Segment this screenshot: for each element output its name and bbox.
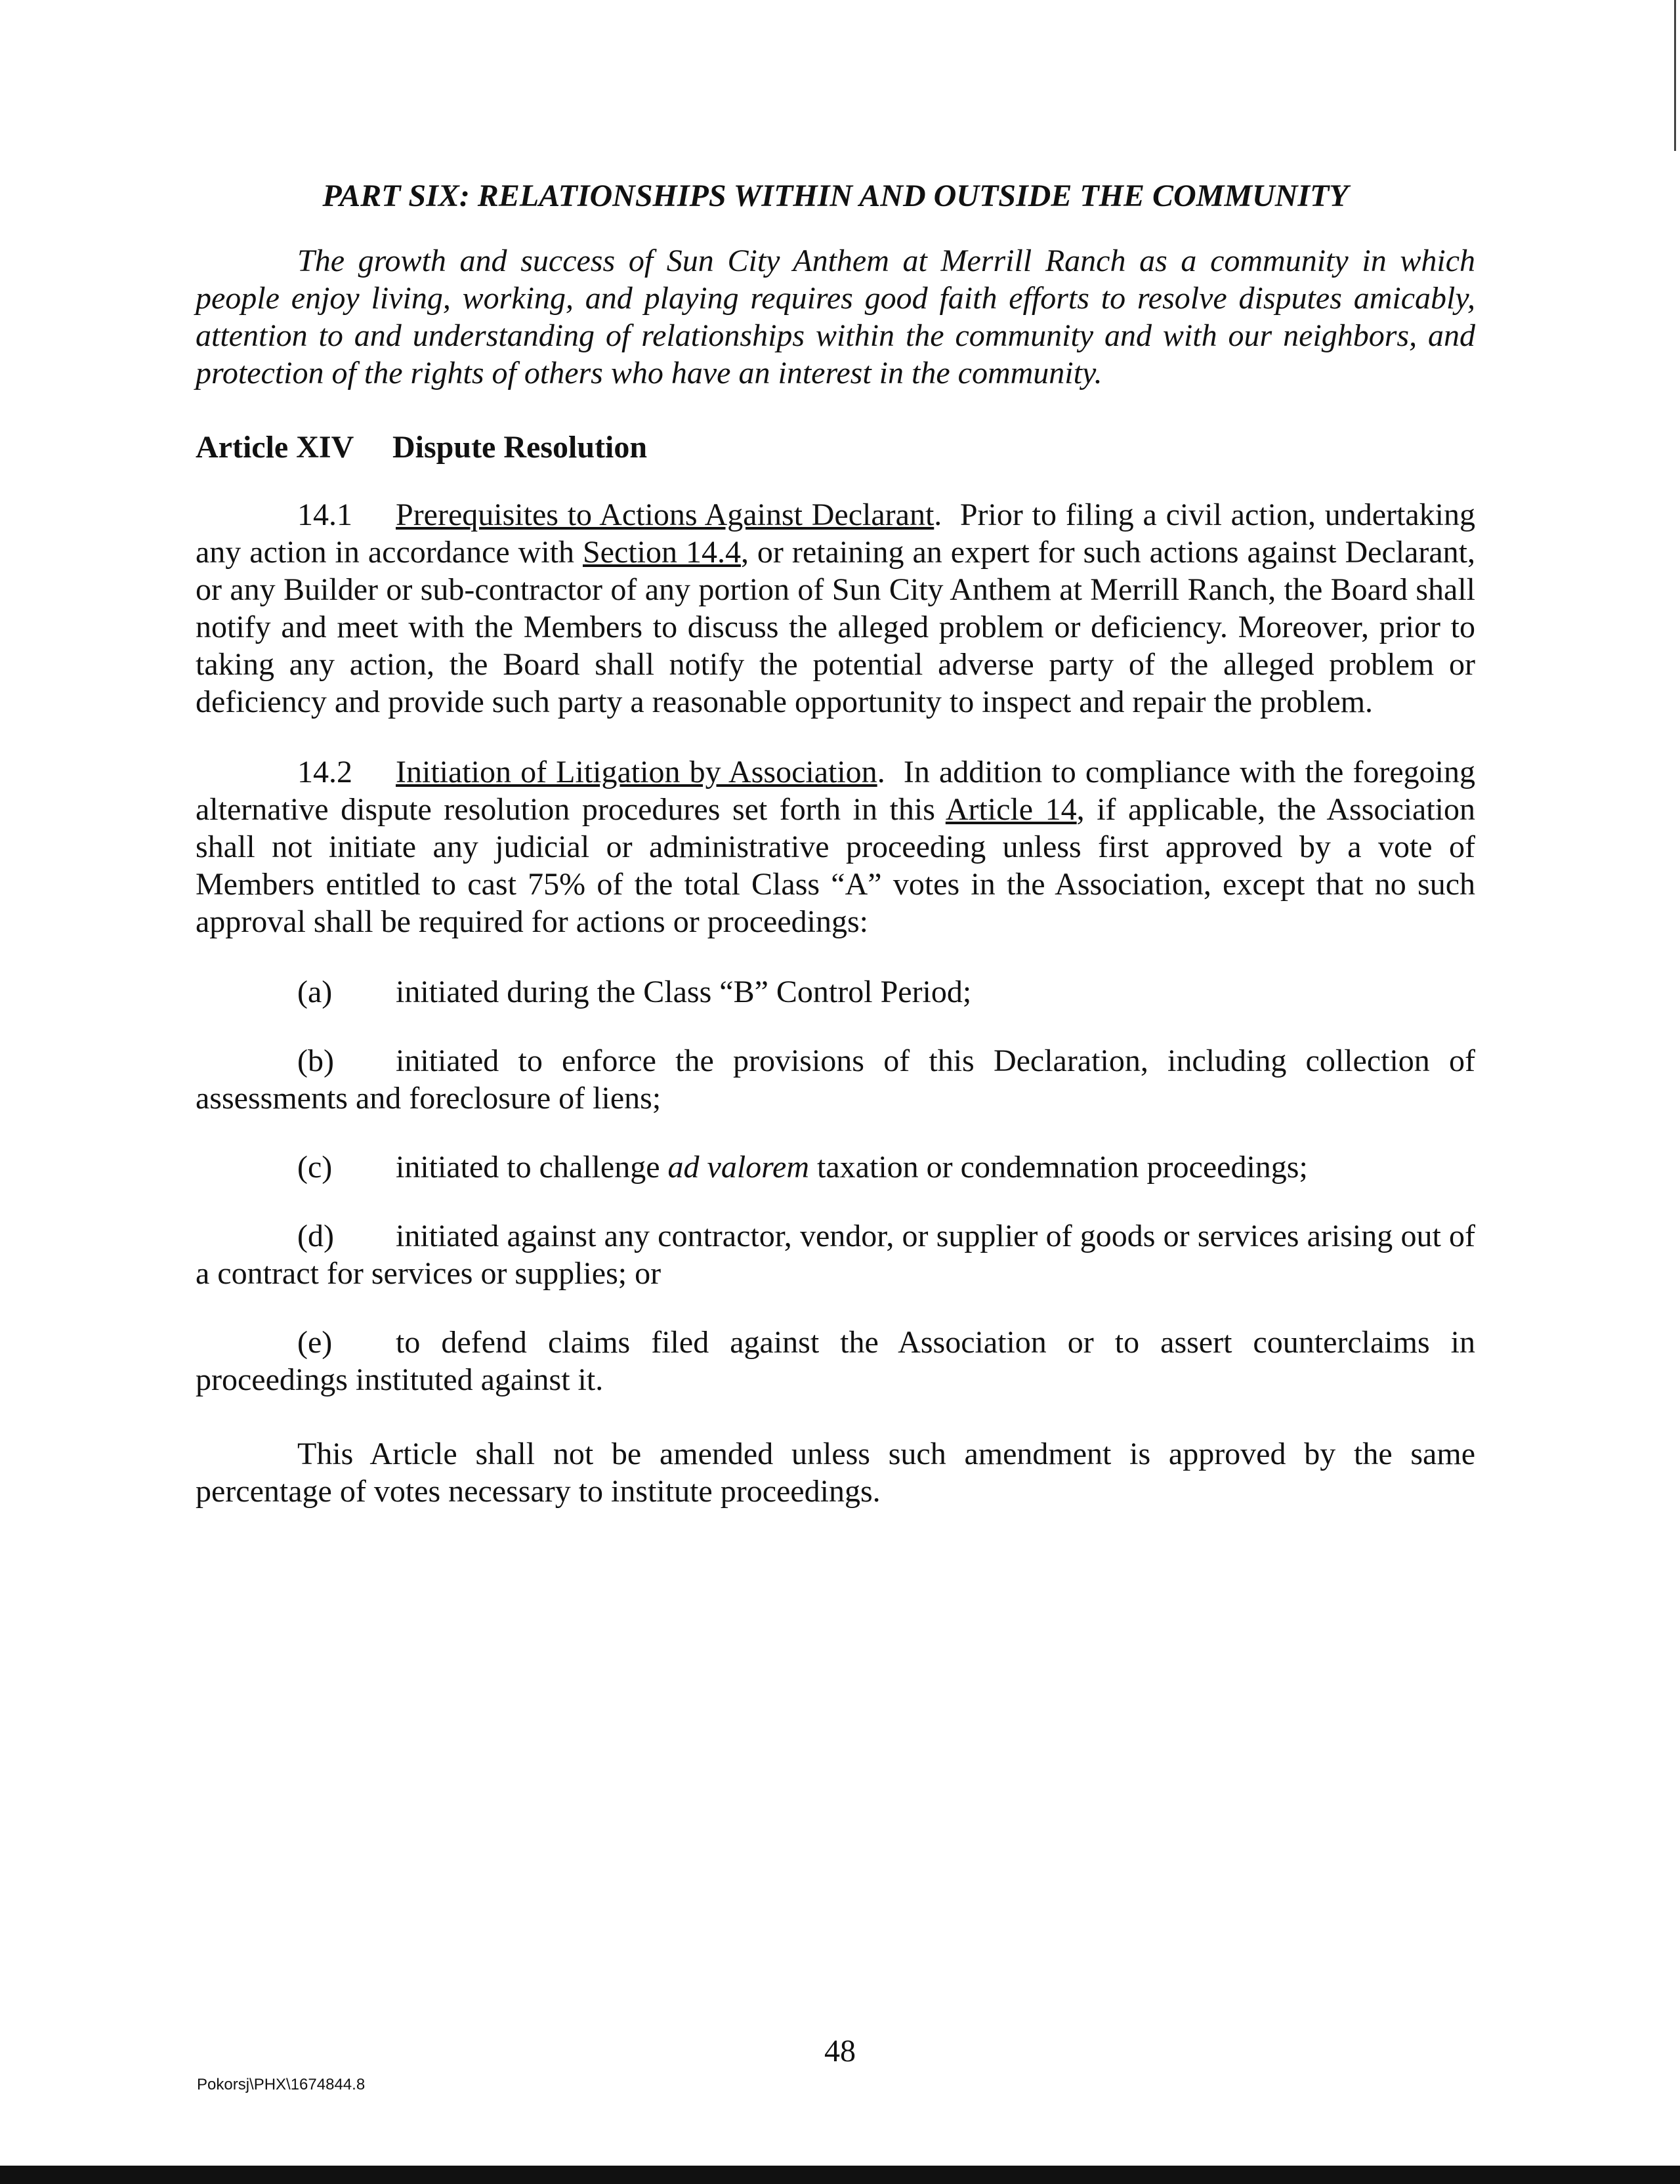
section-text: , or retaining an expert for such actions against Declarant, or any Builder or sub-contractor of any portion of Sun City Anthem at Merrill Ranch, the Board shall notify and meet with the Members to discuss the alleged problem or deficiency. Moreover, prior to taking any action, the Board shall notify the potential adverse party of the alleged problem or deficiency and provide such party a reasonable opportunity to inspect and repair the problem. [196, 535, 1476, 719]
list-item-d [196, 1217, 1475, 1292]
item-italic-term: ad valorem [667, 1150, 810, 1185]
section-reference: Article 14 [945, 792, 1077, 827]
item-text: initiated against any contractor, vendor, or supplier of goods or services arising out of a contract for services or supplies; or [196, 1219, 1475, 1291]
item-label: (c) [297, 1150, 333, 1185]
closing-paragraph: This Article shall not be amended unless such amendment is approved by the same percentage of votes necessary to institute proceedings. [196, 1437, 1475, 1509]
item-label: (b) [297, 1043, 334, 1078]
item-text: initiated to challenge [396, 1150, 668, 1185]
list-item-c [196, 1148, 1475, 1186]
intro-paragraph: The growth and success of Sun City Anthem at Merrill Ranch as a community in which people enjoy living, working, and playing requires good faith efforts to resolve disputes amicably, attention to and understanding of relationships within the community and with our neighbors, and protection of the rights of others who have an interest in the community. [196, 243, 1475, 390]
item-text: initiated during the Class “B” Control Period; [396, 975, 972, 1009]
section-heading: Initiation of Litigation by Association [396, 755, 877, 789]
list-item-e [196, 1324, 1475, 1398]
item-text: to defend claims filed against the Association or to assert counterclaims in proceedings instituted against it. [196, 1325, 1475, 1397]
section-number: 14.2 [297, 755, 352, 789]
item-label: (e) [297, 1325, 333, 1360]
part-title: PART SIX: RELATIONSHIPS WITHIN AND OUTSIDE THE COMMUNITY [322, 178, 1349, 213]
article-number: Article XIV [196, 430, 354, 465]
section-text: Prior to filing a civil action, undertaking any action in accordance with [196, 497, 1475, 570]
scan-edge-mark [1674, 0, 1676, 151]
section-number: 14.1 [297, 497, 352, 532]
scan-bottom-border [0, 2166, 1680, 2184]
item-text: taxation or condemnation proceedings; [809, 1150, 1308, 1185]
section-text: In addition to compliance with the foregoing alternative dispute resolution procedures set forth in this [196, 755, 1476, 827]
section-text: , if applicable, the Association shall not initiate any judicial or administrative proceeding unless first approved by a vote of Members entitled to cast 75% of the total Class “A” votes in the Association, except that no such approval shall be required for actions or proceedings: [196, 792, 1476, 939]
page-content [196, 177, 1475, 1510]
article-heading [196, 429, 1475, 466]
list-item-a [196, 973, 1475, 1011]
section-heading: Prerequisites to Actions Against Declarant [396, 497, 934, 532]
page-number: 48 [824, 2034, 856, 2068]
section-14-1: 14.1 Prerequisites to Actions Against Declarant. Prior to filing a civil action, undertaking any action in accordance with Section 14.4, or retaining an expert for such actions against Declarant, or any Builder or sub-contractor of any portion of Sun City Anthem at Merrill Ranch, the Board shall notify and meet with the Members to discuss the alleged problem or deficiency. Moreover, prior to taking any action, the Board shall notify the potential adverse party of the alleged problem or deficiency and provide such party a reasonable opportunity to inspect and repair the problem. [196, 497, 1476, 719]
document-id: Pokorsj\PHX\1674844.8 [197, 2076, 366, 2093]
item-label: (a) [297, 975, 333, 1009]
section-14-2: 14.2 Initiation of Litigation by Association. In addition to compliance with the foregoing alternative dispute resolution procedures set forth in this Article 14, if applicable, the Association shall not initiate any judicial or administrative proceeding unless first approved by a vote of Members entitled to cast 75% of the total Class “A” votes in the Association, except that no such approval shall be required for actions or proceedings: [196, 755, 1476, 939]
section-reference: Section 14.4 [582, 535, 741, 570]
list-item-b [196, 1042, 1475, 1117]
article-title: Dispute Resolution [392, 430, 648, 465]
item-text: initiated to enforce the provisions of this Declaration, including collection of assessments and foreclosure of liens; [196, 1043, 1475, 1116]
item-label: (d) [297, 1219, 334, 1253]
